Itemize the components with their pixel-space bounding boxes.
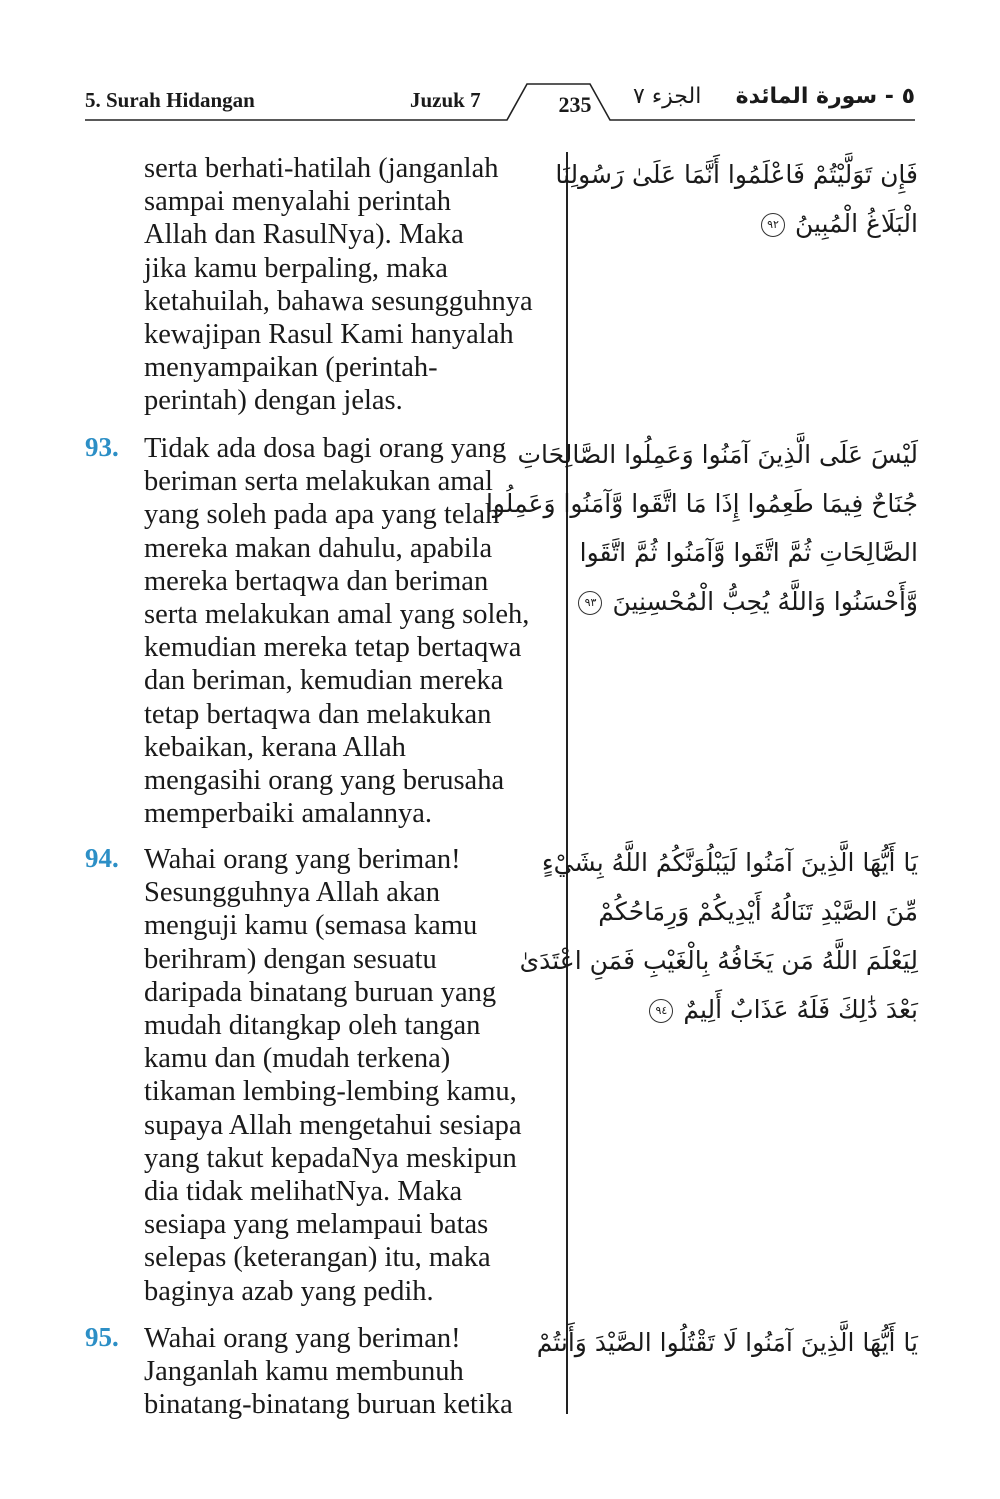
arabic-line-text: بَعْدَ ذَٰلِكَ فَلَهُ عَذَابٌ أَلِيمٌ <box>683 995 918 1024</box>
column-divider <box>566 152 568 1414</box>
arabic-line <box>578 577 918 626</box>
arabic-line <box>578 199 918 248</box>
page-number: 235 <box>558 92 592 117</box>
verse-94-number: 94. <box>85 843 119 873</box>
verse-94-translation: Wahai orang yang beriman! Sesungguhnya Allah akan menguji kamu (semasa kamu berihram) dengan sesuatu daripada binatang buruan yang mudah ditangkap oleh tangan kamu dan (mudah terkena) tikaman lembing-lembing kamu, supaya Allah mengetahui sesiapa yang takut kepadaNya meskipun dia tidak melihatNya. Maka sesiapa yang melampaui batas selepas (keterangan) itu, maka baginya azab yang pedih. <box>144 844 522 1307</box>
arabic-line: لِيَعْلَمَ اللَّهُ مَن يَخَافُهُ بِالْغَيْبِ فَمَنِ اعْتَدَىٰ <box>519 946 918 975</box>
verse-92-arabic <box>555 150 918 248</box>
verse-93-number: 93. <box>85 432 119 462</box>
ayah-end-marker: ٩٣ <box>578 591 602 615</box>
verse-95-number: 95. <box>85 1322 119 1352</box>
verse-92-translation: serta berhati-hatilah (janganlah sampai menyalahi perintah Allah dan RasulNya). Maka jika kamu berpaling, maka ketahuilah, bahawa sesungguhnya kewajipan Rasul Kami hanyalah menyampaikan (perintah- perintah) dengan jelas. <box>144 153 533 417</box>
ayah-end-marker: ٩٤ <box>649 999 673 1023</box>
ayah-end-marker: ٩٢ <box>761 213 785 237</box>
verse-94-arabic <box>519 838 918 1034</box>
arabic-line: يَا أَيُّهَا الَّذِينَ آمَنُوا لَيَبْلُوَنَّكُمُ اللَّهُ بِشَيْءٍ <box>541 848 918 877</box>
verse-95-translation: Wahai orang yang beriman! Janganlah kamu membunuh binatang-binatang buruan ketika <box>144 1323 513 1421</box>
page-header <box>85 78 915 122</box>
arabic-line-text: وَّأَحْسَنُوا وَاللَّهُ يُحِبُّ الْمُحْسِنِينَ <box>612 587 918 616</box>
verse-93-arabic <box>485 430 918 626</box>
verse-95-arabic <box>536 1318 918 1367</box>
arabic-line-text: الْبَلَاغُ الْمُبِينُ <box>794 209 918 238</box>
arabic-line: جُنَاحٌ فِيمَا طَعِمُوا إِذَا مَا اتَّقَوا وَّآمَنُوا وَعَمِلُوا <box>485 489 918 518</box>
arabic-line: مِّنَ الصَّيْدِ تَنَالُهُ أَيْدِيكُمْ وَرِمَاحُكُمْ <box>598 897 918 926</box>
surah-label: 5. Surah Hidangan <box>85 88 255 112</box>
juzuk-label: Juzuk 7 <box>410 88 481 112</box>
arabic-surah-label: ٥ - سورة المائدة <box>735 84 915 109</box>
arabic-juz-label: الجزء ٧ <box>633 84 702 109</box>
verse-93-translation: Tidak ada dosa bagi orang yang beriman serta melakukan amal yang soleh pada apa yang telah mereka makan dahulu, apabila mereka bertaqwa dan beriman serta melakukan amal yang soleh, kemudian mereka tetap bertaqwa dan beriman, kemudian mereka tetap bertaqwa dan melakukan kebaikan, kerana Allah mengasihi orang yang berusaha memperbaiki amalannya. <box>144 433 530 830</box>
arabic-line: لَيْسَ عَلَى الَّذِينَ آمَنُوا وَعَمِلُوا الصَّالِحَاتِ <box>517 440 918 469</box>
arabic-line: الصَّالِحَاتِ ثُمَّ اتَّقَوا وَّآمَنُوا ثُمَّ اتَّقَوا <box>579 538 918 567</box>
arabic-line: يَا أَيُّهَا الَّذِينَ آمَنُوا لَا تَقْتُلُوا الصَّيْدَ وَأَنتُمْ <box>536 1328 918 1357</box>
arabic-line <box>578 985 918 1034</box>
arabic-line: فَإِن تَوَلَّيْتُمْ فَاعْلَمُوا أَنَّمَا عَلَىٰ رَسُولِنَا <box>555 160 918 189</box>
